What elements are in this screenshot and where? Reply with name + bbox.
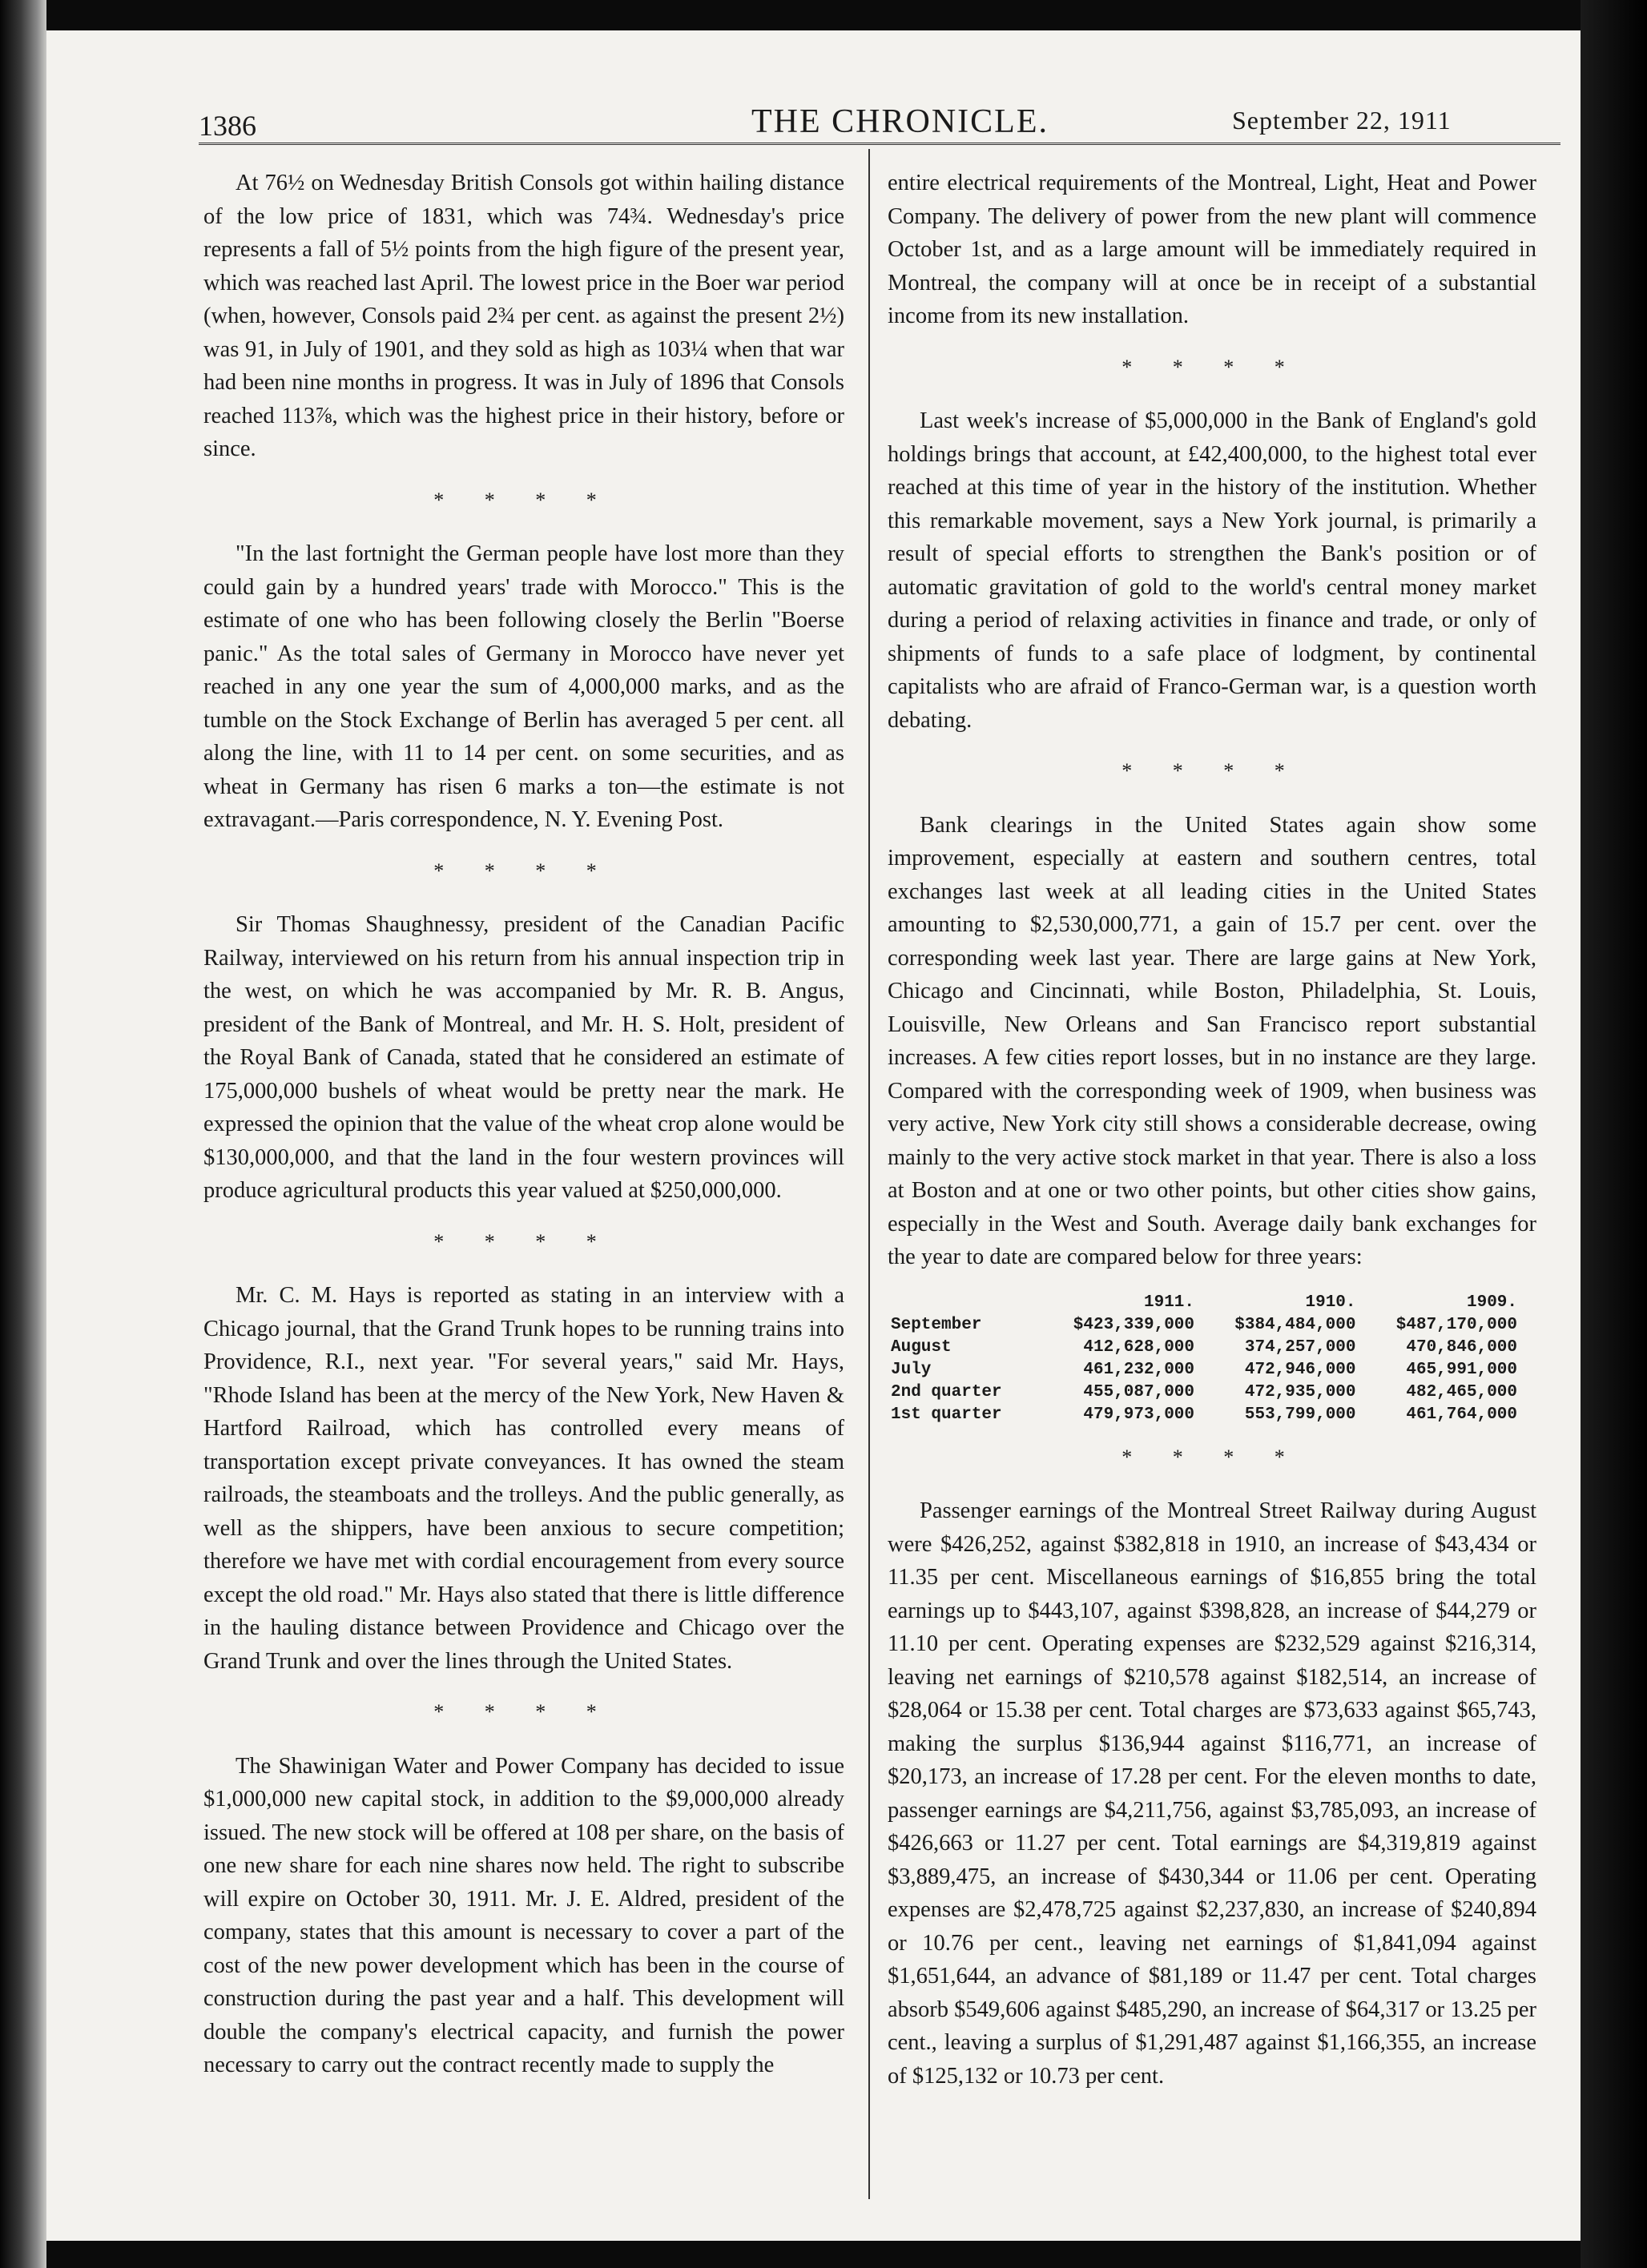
table-row — [888, 1381, 1520, 1404]
journal-title: THE CHRONICLE. — [751, 103, 1049, 140]
table-cell: $384,484,000 — [1234, 1315, 1356, 1334]
shawinigan-paragraph: The Shawinigan Water and Power Company has decided to issue $1,000,000 new capital stock, in addition to the $9,000,000 already issued. The new stock will be offered at 108 per share, on the basis of one new share for each nine shares now held. The right to subscribe will expire on October 30, 1911. Mr. J. E. Aldred, president of the company, states that this amount is necessary to cover a part of the cost of the new power development which has been in the course of construction during the past year and a half. This development will double the company's electrical capacity, and furnish the power necessary to carry out the contract recently made to supply the — [203, 1753, 844, 2077]
row-label: September — [891, 1315, 982, 1334]
table-cell: 482,465,000 — [1406, 1382, 1517, 1401]
table-cell: 465,991,000 — [1406, 1360, 1517, 1379]
table-cell: 374,257,000 — [1244, 1337, 1356, 1357]
table-row — [888, 1314, 1520, 1337]
table-row — [888, 1404, 1520, 1426]
table-header-row — [888, 1292, 1520, 1314]
issue-date: September 22, 1911 — [1232, 106, 1452, 135]
table-cell: 455,087,000 — [1083, 1382, 1195, 1401]
page-number: 1386 — [199, 110, 256, 142]
table-cell: 461,232,000 — [1083, 1360, 1195, 1379]
bank-exchanges-table — [888, 1292, 1520, 1426]
newspaper-page — [46, 30, 1581, 2241]
table-cell: 472,935,000 — [1244, 1382, 1356, 1401]
bank-of-england-paragraph: Last week's increase of $5,000,000 in the Bank of England's gold holdings brings that account, at £42,400,000, to the highest total ever reached at this time of year in the history of the institution. Whether this remarkable movement, says a New York journal, is primarily a result of special efforts to strengthen the Bank's position or of automatic gravitation of gold to the world's central money market during a period of relaxing activities in finance and trade, or only of shipments of funds to a safe place of lodgment, by continental capitalists who are afraid of Franco-German war, is a question worth debating. — [888, 408, 1536, 733]
table-row — [888, 1337, 1520, 1359]
right-column — [888, 167, 1536, 2110]
table-cell: 461,764,000 — [1406, 1405, 1517, 1424]
table-header: 1910. — [1305, 1293, 1356, 1312]
book-spine-shadow — [0, 0, 46, 2268]
table-cell: 472,946,000 — [1244, 1360, 1356, 1379]
grand-trunk-paragraph: Mr. C. M. Hays is reported as stating in an interview with a Chicago journal, that the Grand Trunk hopes to be running trains into Providence, R.I., next year. "For several years," said Mr. Hays, "Rhode Island has been at the mercy of the New York, New Haven & Hartford Railroad, which has controlled every means of transportation except private conveyances. It has owned the steam railroads, the steamboats and the trolleys. And the public generally, as well as the shippers, have been anxious to secure competition; therefore we have met with cordial encouragement from every source except the old road." Mr. Hays also stated that there is little difference in the hauling distance between Providence and Chicago over the Grand Trunk and over the lines through the United States. — [203, 1283, 844, 1674]
shawinigan-continued-paragraph: entire electrical requirements of the Montreal, Light, Heat and Power Company. The delivery of power from the new plant will commence October 1st, and as a large amount will be immediately required in Montreal, the company will at once be in receipt of a substantial income from its new installation. — [888, 171, 1536, 328]
table-cell: 470,846,000 — [1406, 1337, 1517, 1357]
shaughnessy-paragraph: Sir Thomas Shaughnessy, president of the Canadian Pacific Railway, interviewed on his return from his annual inspection trip in the west, on which he was accompanied by Mr. R. B. Angus, president of the Bank of Montreal, and Mr. H. S. Holt, president of the Royal Bank of Canada, stated that he considered an estimate of 175,000,000 bushels of wheat would be pretty near the mark. He expressed the opinion that the value of the wheat crop alone would be $130,000,000, and that the land in the four western provinces will produce agricultural products this year valued at $250,000,000. — [203, 912, 844, 1203]
row-label: July — [891, 1360, 932, 1379]
section-separator: * * * * — [433, 859, 614, 883]
germany-morocco-paragraph: "In the last fortnight the German people have lost more than they could gain by a hundred years' trade with Morocco." This is the estimate of one who has been following closely the Berlin "Boerse panic." As the total sales of Germany in Morocco have never yet reached in any one year the sum of 4,000,000 marks, and as the tumble on the Stock Exchange of Berlin has averaged 5 per cent. all along the line, with 11 to 14 per cent. on some securities, and as wheat in Germany has risen 6 marks a ton—the estimate is not extravagant.—Paris correspondence, N. Y. Evening Post. — [203, 541, 844, 832]
column-divider — [868, 149, 870, 2199]
section-separator: * * * * — [1121, 759, 1303, 782]
row-label: 2nd quarter — [891, 1382, 1002, 1401]
table-header: 1911. — [1144, 1293, 1195, 1312]
table-cell: 553,799,000 — [1244, 1405, 1356, 1424]
table-cell: 412,628,000 — [1083, 1337, 1195, 1357]
section-separator: * * * * — [1121, 1445, 1303, 1469]
left-column — [203, 167, 844, 2100]
section-separator: * * * * — [433, 488, 614, 512]
section-separator: * * * * — [433, 1229, 614, 1253]
running-header — [46, 70, 1581, 142]
bank-clearings-paragraph: Bank clearings in the United States again show some improvement, especially at eastern and southern centres, total exchanges last week at all leading cities in the United States amounting to $2,530,000,771, a gain of 15.7 per cent. over the corresponding week last year. There are large gains at New York, Chicago and Cincinnati, while Boston, Philadelphia, St. Louis, Louisville, New Orleans and San Francisco report substantial increases. A few cities report losses, but in no instance are they large. Compared with the corresponding week of 1909, when business was very active, New York city still shows a considerable decrease, owing mainly to the very active stock market in that year. There is also a loss at Boston and at one or two other points, but other cities show gains, especially in the West and South. Average daily bank exchanges for the year to date are compared below for three years: — [888, 812, 1536, 1269]
table-row — [888, 1359, 1520, 1381]
page-edge-shadow — [1581, 0, 1647, 2268]
section-separator: * * * * — [1121, 355, 1303, 379]
row-label: August — [891, 1337, 952, 1357]
consols-paragraph: At 76½ on Wednesday British Consols got within hailing distance of the low price of 1831, which was 74¾. Wednesday's price represents a fall of 5½ points from the high figure of the present year, which was reached last April. The lowest price in the Boer war period (when, however, Consols paid 2¾ per cent. as against the present 2½) was 91, in July of 1901, and they sold as high as 103¼ when that war had been nine months in progress. It was in July of 1896 that Consols reached 113⅞, which was the highest price in their history, before or since. — [203, 171, 844, 461]
street-railway-paragraph: Passenger earnings of the Montreal Street Railway during August were $426,252, against $382,818 in 1910, an increase of $43,434 or 11.35 per cent. Miscellaneous earnings of $16,855 bring the total earnings up to $443,107, against $398,828, an increase of $44,279 or 11.10 per cent. Operating expenses are $232,529 against $216,314, leaving net earnings of $210,578 against $182,514, an increase of $28,064 or 15.38 per cent. Total charges are $73,633 against $65,743, making the surplus $136,944 against $116,771, an increase of $20,173, an increase of 17.28 per cent. For the eleven months to date, passenger earnings are $4,211,756, against $3,785,093, an increase of $426,663 or 11.27 per cent. Total earnings are $4,319,819 against $3,889,475, an increase of $430,344 or 11.06 per cent. Operating expenses are $2,478,725 against $2,237,830, an increase of $240,894 or 10.76 per cent., leaving net earnings of $1,841,094 against $1,651,644, an advance of $81,189 or 11.47 per cent. Total charges absorb $549,606 against $485,290, an increase of $64,317 or 13.25 per cent., leaving a surplus of $1,291,487 against $1,166,355, an increase of $125,132 or 10.73 per cent. — [888, 1498, 1536, 2089]
section-separator: * * * * — [433, 1700, 614, 1723]
table-header — [888, 1292, 1037, 1314]
table-header: 1909. — [1466, 1293, 1517, 1312]
row-label: 1st quarter — [891, 1405, 1002, 1424]
table-cell: $423,339,000 — [1073, 1315, 1195, 1334]
table-cell: $487,170,000 — [1395, 1315, 1517, 1334]
header-rule — [199, 143, 1560, 145]
table-cell: 479,973,000 — [1083, 1405, 1195, 1424]
